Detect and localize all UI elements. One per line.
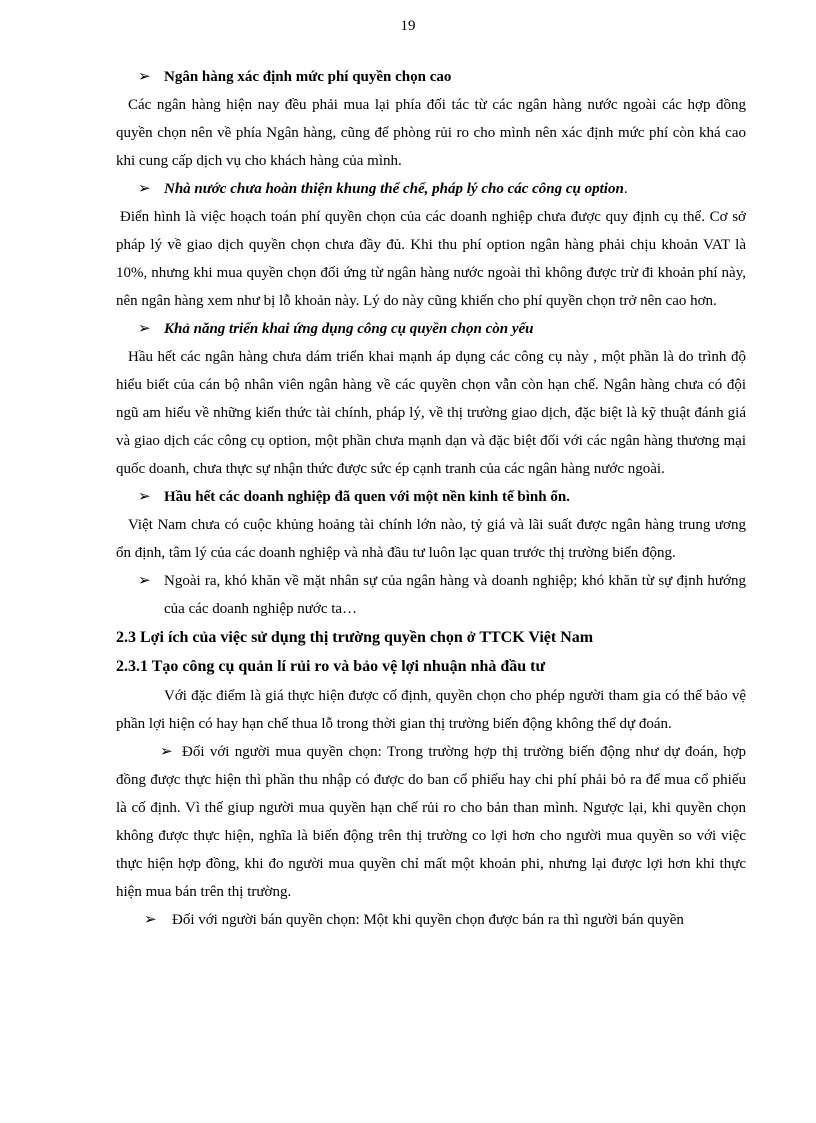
bullet-item-text: Ngoài ra, khó khăn về mặt nhân sự của ngân hàng và doanh nghiệp; khó khăn từ sự định hướng của các doanh nghiệp nước ta… (164, 573, 746, 617)
bullet-item-other-difficulties (116, 567, 746, 623)
bullet-item-buyer (116, 738, 746, 906)
bullet-heading-legal-framework: ➢ Nhà nước chưa hoàn thiện khung thể chế, pháp lý cho các công cụ option. (116, 175, 746, 203)
arrow-bullet-icon: ➢ (144, 912, 157, 928)
bullet-item-text: Đối với người mua quyền chọn: Trong trường hợp thị trường biến động như dự đoán, hợp đồng được thực hiện thì phần thu nhập có được do ban cổ phiếu hay chi phí phải bỏ ra để mua cổ phiếu là cố định. Vì thế giup người mua quyền hạn chế rủi ro cho bản than mình. Ngược lại, khi quyền chọn không được thực hiện, nghĩa là biến động trên thị trường co lợi hơn cho người mua quyền so với việc thực hiện hợp đồng, khi đo người mua quyền chỉ mất một khoản phi, nhưng lại được lợi hơn khi thực hiện mua bán trên thị trường. (116, 744, 746, 900)
paragraph: Với đặc điểm là giá thực hiện được cố định, quyền chọn cho phép người tham gia có thể bảo vệ phần lợi hiện có hay hạn chế thua lỗ trong thời gian thị trường biến động không thể dự đoán. (116, 688, 746, 732)
arrow-bullet-icon: ➢ (138, 321, 151, 337)
bullet-heading-text: Hầu hết các doanh nghiệp đã quen với một nền kinh tế bình ổn. (164, 489, 570, 505)
paragraph: Các ngân hàng hiện nay đều phải mua lại phía đối tác từ các ngân hàng nước ngoài các hợp đồng quyền chọn nên về phía Ngân hàng, cũng để phòng rủi ro cho mình nên xác định mức phí còn khá cao khi cung cấp dịch vụ cho khách hàng của mình. (116, 97, 746, 169)
arrow-bullet-icon: ➢ (138, 489, 151, 505)
arrow-bullet-icon: ➢ (160, 744, 173, 760)
bullet-item-text: Đối với người bán quyền chọn: Một khi quyền chọn được bán ra thì người bán quyền (172, 912, 684, 928)
paragraph: Hầu hết các ngân hàng chưa dám triển khai mạnh áp dụng các công cụ này , một phần là do trình độ hiểu biết của cán bộ nhân viên ngân hàng về các quyền chọn vẫn còn hạn chế. Ngân hàng chưa có đội ngũ am hiểu về những kiến thức tài chính, pháp lý, về thị trường giao dịch, đặc biệt là kỹ thuật đánh giá và giao dịch các công cụ option, một phần chưa mạnh dạn và đặc biệt đối với các ngân hàng thương mại quốc doanh, chưa thực sự nhận thức được sức ép cạnh tranh của các ngân hàng nước ngoài. (116, 349, 746, 477)
bullet-heading-stable-economy (116, 483, 746, 511)
bullet-item-seller (116, 906, 746, 934)
paragraph: Điển hình là việc hoạch toán phí quyền chọn của các doanh nghiệp chưa được quy định cụ thể. Cơ sở pháp lý về giao dịch quyền chọn chưa đầy đủ. Khi thu phí option ngân hàng phải chịu khoản VAT là 10%, nhưng khi mua quyền chọn đối ứng từ ngân hàng nước ngoài thì không được trừ đi khoản phí này, nên ngân hàng xem như bị lỗ khoản này. Lý do này cũng khiến cho phí quyền chọn trở nên cao hơn. (116, 209, 746, 309)
page-number: 19 (400, 18, 416, 34)
paragraph: Việt Nam chưa có cuộc khủng hoảng tài chính lớn nào, tỷ giá và lãi suất được ngân hàng trung ương ổn định, tâm lý của các doanh nghiệp và nhà đầu tư luôn lạc quan trước thị trường biến động. (116, 517, 746, 561)
section-heading-2-3-1: 2.3.1 Tạo công cụ quản lí rủi ro và bảo vệ lợi nhuận nhà đầu tư (116, 658, 546, 675)
bullet-heading-text: Ngân hàng xác định mức phí quyền chọn cao (164, 69, 452, 85)
section-heading-2-3: 2.3 Lợi ích của việc sử dụng thị trường quyền chọn ở TTCK Việt Nam (116, 629, 594, 646)
arrow-bullet-icon: ➢ (138, 573, 151, 589)
bullet-heading-bank-fee (116, 63, 746, 91)
bullet-heading-text: Khả năng triển khai ứng dụng công cụ quyền chọn còn yếu (164, 321, 534, 337)
arrow-bullet-icon: ➢ (138, 69, 151, 85)
document-body (116, 63, 746, 934)
arrow-bullet-icon: ➢ (138, 181, 151, 197)
bullet-heading-text: Nhà nước chưa hoàn thiện khung thể chế, pháp lý cho các công cụ option (164, 181, 624, 197)
bullet-heading-capability (116, 315, 746, 343)
